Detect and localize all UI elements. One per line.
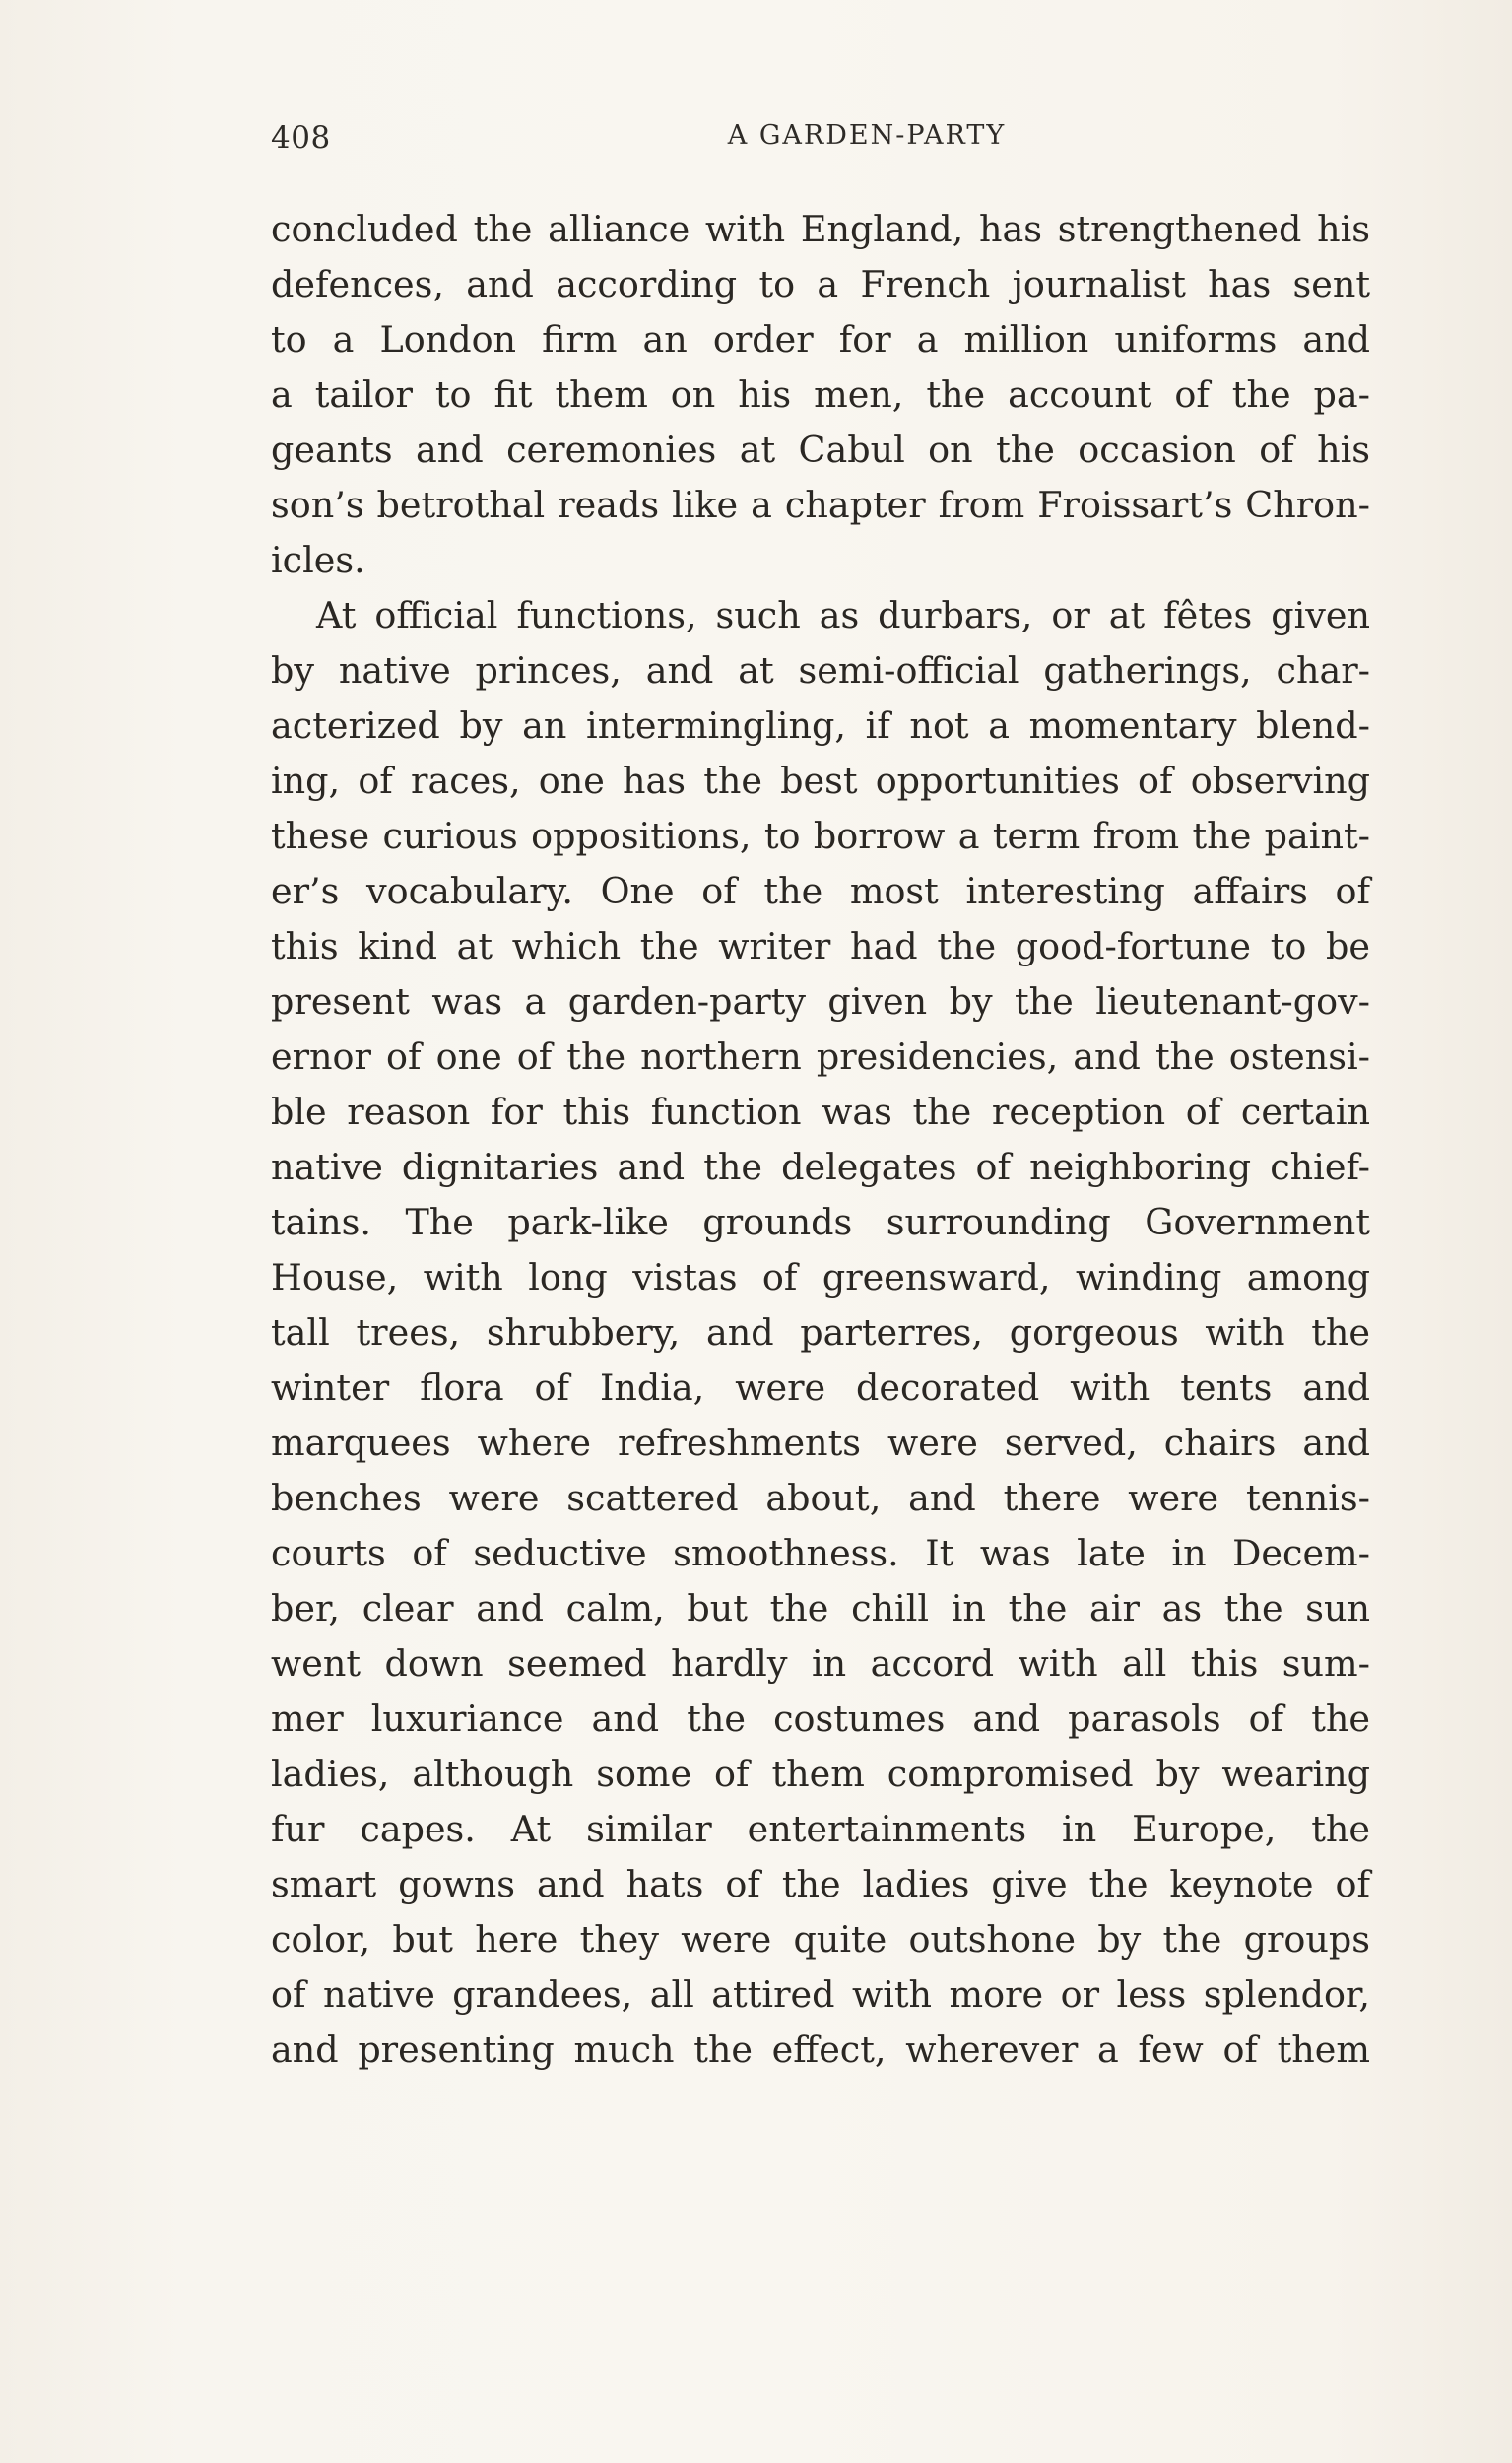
text-line: color, but here they were quite outshone by the groups [271,1918,1370,1961]
text-line: concluded the alliance with England, has strengthened his [271,208,1370,250]
text-line: son’s betrothal reads like a chapter from Froissart’s Chron- [271,484,1370,526]
text-line: present was a garden-party given by the lieutenant-gov- [271,980,1370,1023]
paragraph-1 [271,202,1370,588]
paragraph-2 [271,588,1370,2078]
text-line: acterized by an intermingling, if not a momentary blend- [271,704,1370,747]
running-title: A GARDEN-PARTY [727,120,1007,151]
text-line: House, with long vistas of greensward, winding among [271,1256,1370,1298]
text-line: mer luxuriance and the costumes and parasols of the [271,1697,1370,1740]
text-line: went down seemed hardly in accord with all this sum- [271,1642,1370,1685]
text-line: a tailor to fit them on his men, the account of the pa- [271,373,1370,416]
text-line: this kind at which the writer had the good-fortune to be [271,925,1370,967]
text-line: ernor of one of the northern presidencies, and the ostensi- [271,1035,1370,1078]
text-line: ing, of races, one has the best opportunities of observing [271,760,1370,802]
page-number: 408 [271,120,331,156]
text-line: to a London firm an order for a million uniforms and [271,318,1370,361]
text-line: native dignitaries and the delegates of neighboring chief- [271,1146,1370,1188]
text-line: tains. The park-like grounds surrounding Government [271,1201,1370,1243]
text-line: tall trees, shrubbery, and parterres, gorgeous with the [271,1311,1370,1354]
text-line: fur capes. At similar entertainments in Europe, the [271,1808,1370,1850]
text-line: er’s vocabulary. One of the most interesting affairs of [271,870,1370,912]
text-line: by native princes, and at semi-official gatherings, char- [271,649,1370,692]
text-line: these curious oppositions, to borrow a term from the paint- [271,815,1370,857]
text-line: icles. [271,539,365,581]
text-line: smart gowns and hats of the ladies give the keynote of [271,1863,1370,1905]
text-line: of native grandees, all attired with more or less splendor, [271,1973,1370,2016]
text-line: ber, clear and calm, but the chill in the air as the sun [271,1587,1370,1630]
text-line: courts of seductive smoothness. It was late in Decem- [271,1532,1370,1574]
text-line: defences, and according to a French journalist has sent [271,263,1370,305]
text-line: geants and ceremonies at Cabul on the occasion of his [271,429,1370,471]
running-head [271,120,1364,160]
text-line: winter flora of India, were decorated with tents and [271,1366,1370,1409]
text-line: At official functions, such as durbars, or at fêtes given [316,594,1370,636]
body-text [271,202,1370,2078]
text-line: benches were scattered about, and there were tennis- [271,1477,1370,1519]
text-line: marquees where refreshments were served, chairs and [271,1422,1370,1464]
text-line: and presenting much the effect, wherever a few of them [271,2029,1370,2071]
text-line: ble reason for this function was the reception of certain [271,1091,1370,1133]
text-line: ladies, although some of them compromised by wearing [271,1753,1370,1795]
